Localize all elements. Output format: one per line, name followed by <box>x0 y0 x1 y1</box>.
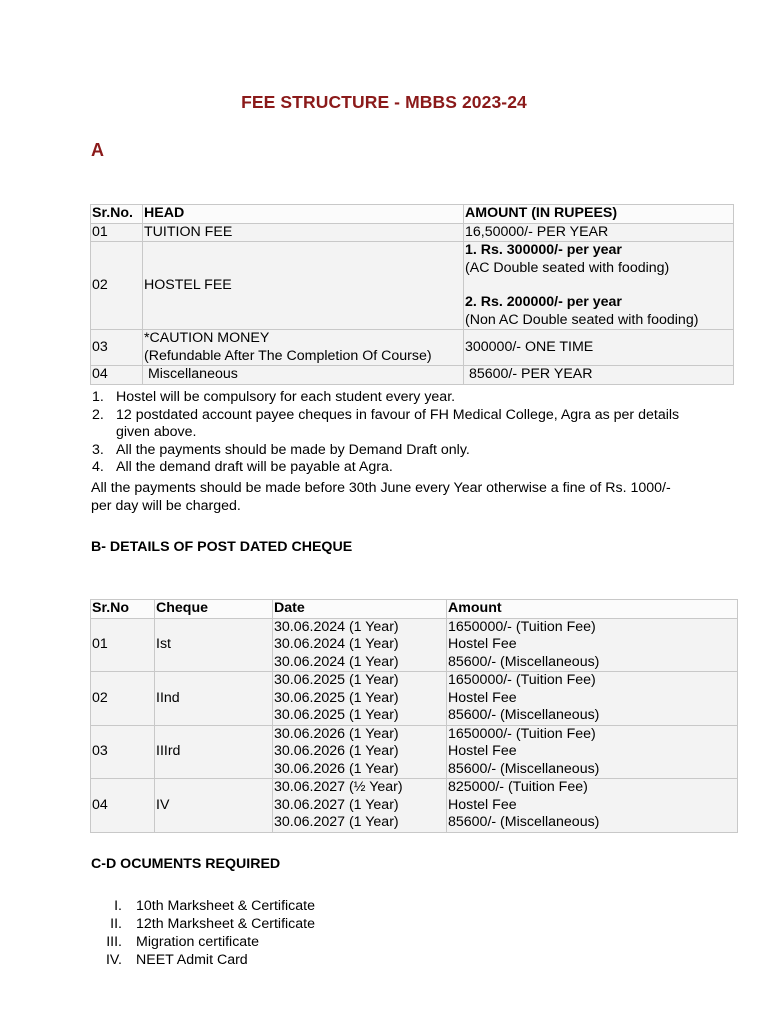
cheque-amount: 85600/- (Miscellaneous) <box>448 760 600 777</box>
hostel-option-2-desc: (Non AC Double seated with fooding) <box>465 311 699 328</box>
note-text: Hostel will be compulsory for each student every year. <box>116 389 456 405</box>
fee-row-amount <box>464 242 734 330</box>
document-item <box>91 897 315 915</box>
note-number: 2. <box>92 406 104 423</box>
fee-row-head: TUITION FEE <box>143 223 464 242</box>
document-text: 10th Marksheet & Certificate <box>136 898 315 914</box>
fee-row-sr: 03 <box>91 330 143 366</box>
cheque-amount: 85600/- (Miscellaneous) <box>448 707 600 723</box>
cheque-dates <box>273 672 447 726</box>
document-item <box>91 951 315 969</box>
cheque-dates <box>273 618 447 672</box>
fee-row-caution <box>91 330 734 366</box>
cheque-amounts <box>447 725 738 779</box>
documents-list <box>91 897 315 969</box>
fee-row-tuition <box>91 223 734 242</box>
cheque-sr: 03 <box>91 725 155 779</box>
header-srno: Sr.No. <box>91 205 143 224</box>
cheque-sr: 04 <box>91 779 155 833</box>
note-text: All the demand draft will be payable at Agra. <box>116 459 393 475</box>
document-text: Migration certificate <box>136 934 260 950</box>
header-head: HEAD <box>143 205 464 224</box>
document-item <box>91 915 315 933</box>
document-number: IV. <box>105 952 122 968</box>
cheque-amounts <box>447 779 738 833</box>
notes-list <box>92 389 692 477</box>
cheque-date: 30.06.2026 (1 Year) <box>274 743 399 759</box>
hostel-option-1: 1. Rs. 300000/- per year <box>465 242 622 258</box>
fee-row-head <box>143 330 464 366</box>
cheque-date: 30.06.2027 (1 Year) <box>274 814 399 830</box>
cheque-sr: 01 <box>91 618 155 672</box>
note-text: 12 postdated account payee cheques in favour of FH Medical College, Agra as per details given above. <box>116 406 680 440</box>
cheque-amount: Hostel Fee <box>448 796 517 813</box>
header-amount: Amount <box>447 600 738 619</box>
document-item <box>91 933 315 951</box>
cheque-amount: Hostel Fee <box>448 689 517 706</box>
note-number: 1. <box>92 389 104 405</box>
hostel-option-1-desc: (AC Double seated with fooding) <box>465 259 670 276</box>
cheque-table <box>90 599 738 833</box>
document-text: 12th Marksheet & Certificate <box>136 916 315 932</box>
section-a-heading: A <box>91 140 104 160</box>
cheque-date: 30.06.2026 (1 Year) <box>274 725 399 742</box>
cheque-table-header <box>91 600 738 619</box>
cheque-amount: Hostel Fee <box>448 636 517 652</box>
fee-row-misc <box>91 366 734 385</box>
document-number: II. <box>110 916 122 932</box>
page-title: FEE STRUCTURE - MBBS 2023-24 <box>241 92 527 112</box>
fee-row-hostel <box>91 242 734 330</box>
note-number: 3. <box>92 441 104 458</box>
fee-row-head: Miscellaneous <box>143 366 464 385</box>
cheque-amount: 1650000/- (Tuition Fee) <box>448 672 596 688</box>
note-item <box>92 459 692 477</box>
cheque-dates <box>273 779 447 833</box>
hostel-option-2: 2. Rs. 200000/- per year <box>465 294 622 310</box>
payment-deadline-note: All the payments should be made before 30th June every Year otherwise a fine of Rs. 1000/- per day will be charged. <box>91 480 671 514</box>
header-date: Date <box>273 600 447 619</box>
cheque-row <box>91 618 738 672</box>
cheque-number: IInd <box>155 672 273 726</box>
cheque-number: IIIrd <box>155 725 273 779</box>
cheque-date: 30.06.2024 (1 Year) <box>274 653 399 670</box>
cheque-amount: 85600/- (Miscellaneous) <box>448 653 600 670</box>
cheque-row <box>91 725 738 779</box>
cheque-date: 30.06.2026 (1 Year) <box>274 760 399 777</box>
cheque-date: 30.06.2024 (1 Year) <box>274 636 399 652</box>
caution-money-note: (Refundable After The Completion Of Course) <box>144 347 432 364</box>
cheque-amount: 1650000/- (Tuition Fee) <box>448 725 596 742</box>
note-number: 4. <box>92 459 104 475</box>
document-text: NEET Admit Card <box>136 952 248 968</box>
cheque-amount: 1650000/- (Tuition Fee) <box>448 618 596 635</box>
cheque-dates <box>273 725 447 779</box>
fee-row-amount: 16,50000/- PER YEAR <box>464 223 734 242</box>
cheque-amount: Hostel Fee <box>448 743 517 759</box>
fee-table-header <box>91 205 734 224</box>
fee-row-sr: 04 <box>91 366 143 385</box>
cheque-date: 30.06.2025 (1 Year) <box>274 689 399 706</box>
document-number: III. <box>106 934 122 950</box>
cheque-amounts <box>447 618 738 672</box>
header-cheque: Cheque <box>155 600 273 619</box>
cheque-date: 30.06.2027 (1 Year) <box>274 796 399 813</box>
cheque-amount: 825000/- (Tuition Fee) <box>448 779 588 795</box>
cheque-date: 30.06.2027 (½ Year) <box>274 779 403 795</box>
cheque-amount: 85600/- (Miscellaneous) <box>448 814 600 830</box>
cheque-row <box>91 672 738 726</box>
section-b-heading: B- DETAILS OF POST DATED CHEQUE <box>91 539 353 555</box>
header-amount: AMOUNT (IN RUPEES) <box>464 205 734 224</box>
cheque-date: 30.06.2024 (1 Year) <box>274 618 399 635</box>
fee-row-head: HOSTEL FEE <box>143 242 464 330</box>
section-c-heading: C-D OCUMENTS REQUIRED <box>91 856 281 872</box>
note-item <box>92 407 692 442</box>
note-item <box>92 442 692 460</box>
note-text: All the payments should be made by Demand Draft only. <box>116 441 470 458</box>
cheque-number: IV <box>155 779 273 833</box>
fee-row-sr: 01 <box>91 223 143 242</box>
header-srno: Sr.No <box>91 600 155 619</box>
fee-row-amount: 85600/- PER YEAR <box>464 366 734 385</box>
fee-table <box>90 204 734 385</box>
cheque-row <box>91 779 738 833</box>
cheque-date: 30.06.2025 (1 Year) <box>274 672 399 688</box>
caution-money-label: *CAUTION MONEY <box>144 330 270 346</box>
note-item <box>92 389 692 407</box>
cheque-amounts <box>447 672 738 726</box>
fee-row-amount: 300000/- ONE TIME <box>464 330 734 366</box>
fee-row-sr: 02 <box>91 242 143 330</box>
document-number: I. <box>114 898 122 914</box>
cheque-number: Ist <box>155 618 273 672</box>
cheque-date: 30.06.2025 (1 Year) <box>274 707 399 723</box>
cheque-sr: 02 <box>91 672 155 726</box>
